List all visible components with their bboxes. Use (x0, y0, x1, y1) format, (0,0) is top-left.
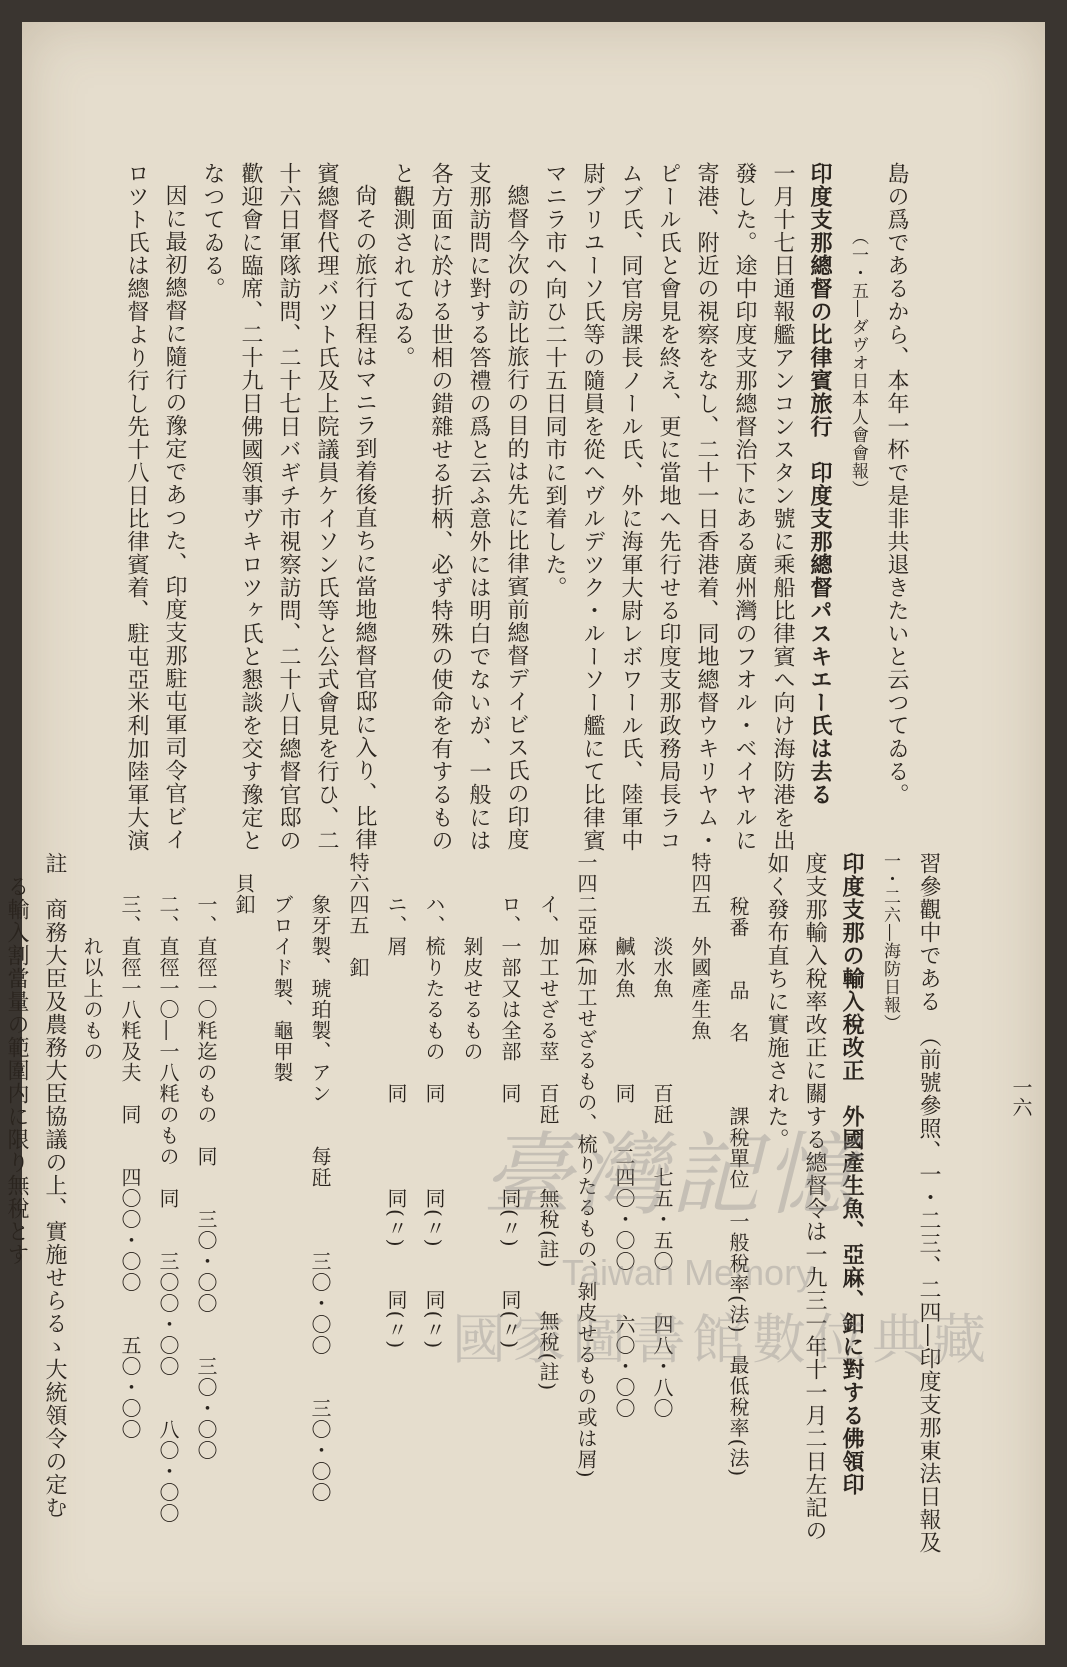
text-line: 如く發布直ちに實施された。 (764, 852, 789, 1151)
text-line: 淡水魚 百瓩 七五・五〇 四八・八〇 (650, 852, 674, 1419)
text-line: 歡迎會に臨席、二十九日佛國領事ヴキロツヶ氏と懇談を交す豫定と (238, 162, 263, 852)
bottom-text-block (4, 852, 947, 1554)
text-line: ロツト氏は總督より行し先十八日比律賓着、駐屯亞米利加陸軍大演 (124, 162, 149, 852)
text-line: なつてゐる。 (200, 162, 225, 300)
text-line: 剝皮せるもの (460, 852, 484, 1062)
text-line: ムブ氏、同官房課長ノール氏、外に海軍大尉レボワール氏、陸軍中 (618, 162, 643, 852)
text-line: 習參觀中である （前號參照、一・二三、二四―印度支那東法日報及 (916, 852, 941, 1554)
text-line: 貝釦 (232, 852, 256, 915)
watermark-chinese: 臺灣記憶 (482, 1123, 858, 1228)
text-line: 島の爲であるから、本年一杯で是非共退きたいと云つてゐる。 (884, 162, 909, 806)
text-line: 尙その旅行日程はマニラ到着後直ちに當地總督官邸に入り、比律 (352, 184, 377, 851)
text-line: 特六四五 釦 (346, 852, 370, 978)
text-line: 三、直徑一八粍及夫 同 四〇〇・〇〇 五〇・〇〇 (118, 852, 142, 1440)
page-number: 一六 (1009, 1077, 1033, 1117)
text-line: 發した。途中印度支那總督治下にある廣州灣のフオル・ベイヤルに (732, 162, 757, 852)
text-line: マニラ市へ向ひ二十五日同市に到着した。 (542, 162, 567, 599)
section-heading: 印度支那總督の比律賓旅行 印度支那總督パスキエー氏は去る (807, 162, 833, 806)
text-line: 稅番 品 名 課稅單位 一般稅率(法) 最低稅率(法) (726, 896, 750, 1478)
text-line: イ、加工せざる莖 百瓩 無稅(註) 無稅(註) (536, 852, 560, 1392)
top-text-block (75, 162, 915, 852)
text-line: 鹹水魚 同 二四〇・〇〇 六〇・〇〇 (612, 852, 636, 1419)
text-line: る輸入割當量の範圍内に限り無稅とす (4, 852, 29, 1266)
text-line: 十六日軍隊訪問、二十七日バギチ市視察訪問、二十八日總督官邸の (276, 162, 301, 852)
text-line: ピール氏と會見を終え、更に當地へ先行せる印度支那政務局長ラコ (656, 162, 681, 852)
text-line: ニ、屑 同 同(〃) 同(〃) (384, 852, 408, 1350)
text-line: 一・二六―海防日報） (880, 852, 900, 1032)
text-line: 賓總督代理バツト氏及上院議員ケイソン氏等と公式會見を行ひ、二 (314, 162, 339, 852)
text-line: と觀測されてゐる。 (390, 162, 415, 369)
text-line: （一・五―ダヴオ日本人會會報） (848, 228, 868, 498)
text-line: 總督今次の訪比旅行の目的は先に比律賓前總督デイビス氏の印度 (504, 184, 529, 851)
text-line: 各方面に於ける世相の錯雜せる折柄、必ず特殊の使命を有するもの (428, 162, 453, 852)
text-line: 特四五 外國產生魚 (688, 852, 712, 1041)
text-line: ハ、梳りたるもの 同 同(〃) 同(〃) (422, 852, 446, 1350)
text-line: 一月十七日通報艦アンコンスタン號に乘船比律賓へ向け海防港を出 (770, 162, 795, 852)
text-line: 一、直徑一〇粍迄のもの 同 三〇・〇〇 三〇・〇〇 (194, 852, 218, 1461)
text-line: ブロイド製、龜甲製 (270, 852, 294, 1083)
watermark-english: Taiwan Memory (562, 1252, 815, 1293)
text-line: 支那訪問に對する答禮の爲と云ふ意外には明白でないが、一般には (466, 162, 491, 852)
document-page (4, 22, 1045, 1645)
text-line: 度支那輸入稅率改正に關する總督令は一九三一年十一月二日左記の (802, 852, 827, 1542)
section-heading: 印度支那の輸入稅改正 外國產生魚、亞麻、釦に對する佛領印 (839, 852, 865, 1496)
text-line: れ以上のもの (80, 852, 104, 1062)
text-line: ロ、一部又は全部 同 同(〃) 同(〃) (498, 852, 522, 1350)
text-line: 一四二亞麻(加工せざるもの、梳りたるもの、剝皮せるもの或は屑) (574, 852, 598, 1479)
text-line: 尉ブリユーソ氏等の隨員を從へヴルデツク・ルーソー艦にて比律賓 (580, 162, 605, 852)
text-line: 因に最初總督に隨行の豫定であつた、印度支那駐屯軍司令官ビイ (162, 184, 187, 851)
text-line: 二、直徑一〇―一八粍のもの 同 三〇〇・〇〇 八〇・〇〇 (156, 852, 180, 1524)
text-line: 寄港、附近の視察をなし、二十一日香港着、同地總督ウキリヤム・ (694, 162, 719, 852)
watermark-subtitle: 國家圖書館數位典藏 (452, 1308, 992, 1371)
text-line: 象牙製、琥珀製、アン 每瓩 三〇・〇〇 三〇・〇〇 (308, 852, 332, 1503)
text-line: 註 商務大臣及農務大臣協議の上、實施せらるゝ大統領令の定む (42, 852, 67, 1519)
